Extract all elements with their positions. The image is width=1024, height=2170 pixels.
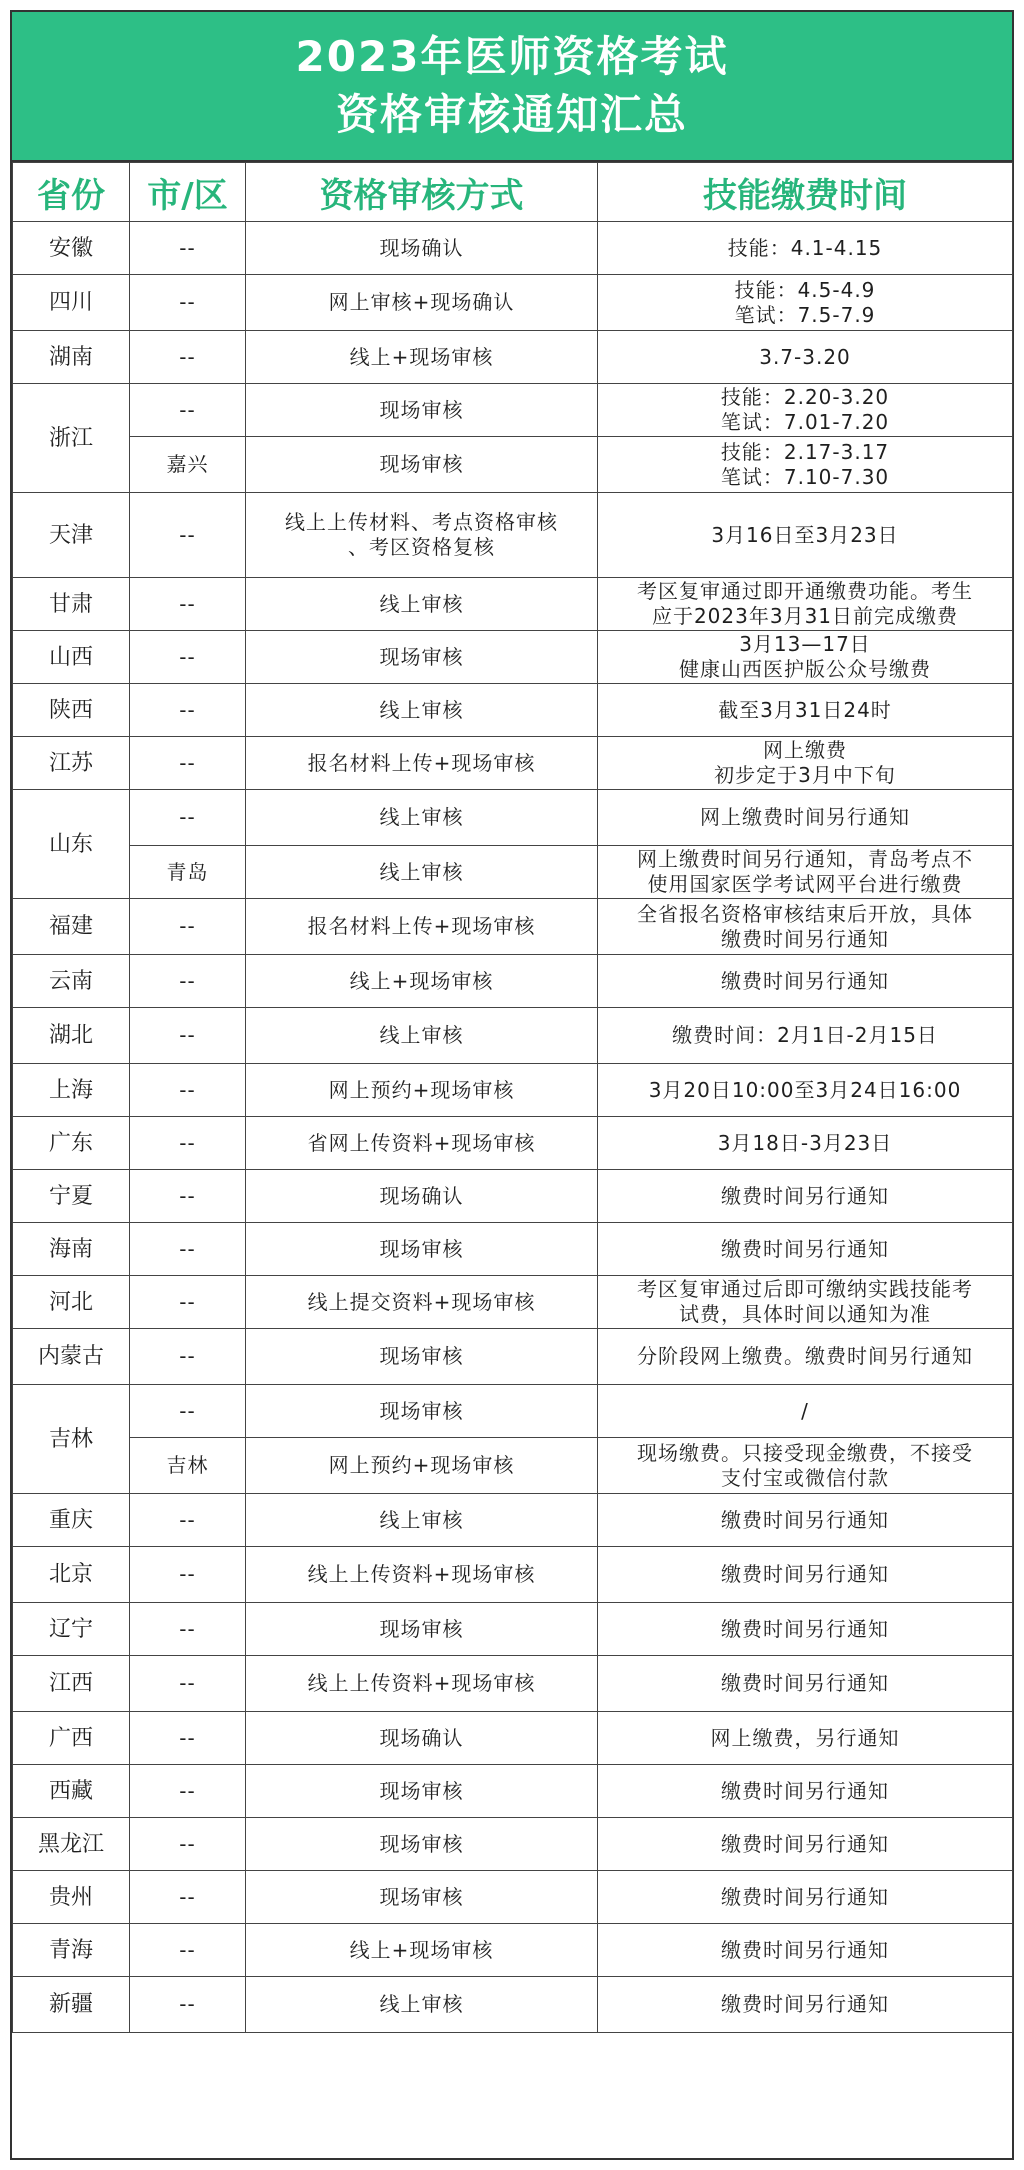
cell-method-line: 报名材料上传+现场审核 [307,914,536,938]
table-row [13,631,1013,684]
cell-city: -- [130,955,246,1008]
cell-method-line: 、考区资格复核 [348,535,495,559]
header-method: 资格审核方式 [246,163,598,222]
cell-fee-time [598,1603,1013,1656]
table-header-row [13,163,1013,222]
cell-fee-time [598,1329,1013,1385]
cell-fee-time [598,1871,1013,1924]
header-province: 省份 [13,163,130,222]
cell-city: -- [130,1818,246,1871]
cell-fee-time [598,631,1013,684]
cell-fee-time-line: 技能：2.17-3.17 [720,439,890,464]
page-title [12,12,1012,162]
table-row [13,222,1013,275]
cell-fee-time-line: 使用国家医学考试网平台进行缴费 [647,872,963,896]
cell-method-line: 线上审核 [379,697,464,722]
cell-method [246,1494,598,1547]
cell-province: 海南 [13,1223,130,1276]
cell-method-line: 现场审核 [379,452,464,476]
cell-province: 新疆 [13,1977,130,2033]
cell-method-line: 网上预约+现场审核 [328,1453,515,1477]
table-row [13,1276,1013,1329]
cell-method-line: 网上预约+现场审核 [328,1077,515,1102]
cell-city: -- [130,1329,246,1385]
cell-city: 吉林 [130,1438,246,1494]
table-row [13,1924,1013,1977]
cell-fee-time-line: 3月13—17日 [739,632,871,656]
cell-method [246,684,598,737]
cell-method-line: 线上审核 [379,1507,464,1532]
cell-fee-time-line: 缴费时间另行通知 [721,1831,889,1856]
cell-city: -- [130,1924,246,1977]
table-row [13,684,1013,737]
cell-province: 内蒙古 [13,1329,130,1385]
cell-city: -- [130,1064,246,1117]
cell-fee-time-line: 3月20日10:00至3月24日16:00 [648,1077,962,1102]
cell-city: -- [130,684,246,737]
cell-fee-time-line: 考区复审通过即开通缴费功能。考生 [637,579,973,603]
cell-fee-time [598,684,1013,737]
cell-province: 浙江 [13,384,130,493]
table-row [13,1438,1013,1494]
cell-city: -- [130,1385,246,1438]
cell-fee-time [598,1223,1013,1276]
cell-method [246,899,598,955]
cell-method [246,1924,598,1977]
cell-method [246,437,598,493]
cell-fee-time-line: 缴费时间另行通知 [721,926,889,951]
cell-province: 陕西 [13,684,130,737]
cell-fee-time [598,737,1013,790]
cell-method-line: 线上审核 [379,859,464,884]
cell-method [246,790,598,846]
cell-method [246,1603,598,1656]
cell-city: -- [130,384,246,437]
cell-fee-time [598,1765,1013,1818]
table-row [13,437,1013,493]
cell-fee-time-line: 现场缴费。只接受现金缴费，不接受 [637,1440,973,1465]
cell-method [246,737,598,790]
cell-province: 辽宁 [13,1603,130,1656]
cell-city: -- [130,222,246,275]
cell-fee-time-line: 全省报名资格审核结束后开放，具体 [637,901,973,926]
cell-fee-time [598,1170,1013,1223]
cell-city: -- [130,1656,246,1712]
cell-province: 四川 [13,275,130,331]
cell-method-line: 线上+现场审核 [349,1937,494,1962]
table-row [13,1329,1013,1385]
cell-method [246,1871,598,1924]
table-row [13,384,1013,437]
cell-city: -- [130,1871,246,1924]
cell-fee-time [598,1656,1013,1712]
cell-province: 安徽 [13,222,130,275]
cell-province: 江西 [13,1656,130,1712]
cell-city: -- [130,275,246,331]
cell-fee-time-line: 缴费时间另行通知 [721,1778,889,1803]
cell-fee-time [598,1385,1013,1438]
cell-method [246,1170,598,1223]
cell-fee-time [598,1494,1013,1547]
cell-fee-time-line: 缴费时间另行通知 [721,1884,889,1909]
table-row [13,846,1013,899]
cell-method-line: 线上审核 [379,805,464,829]
cell-province: 宁夏 [13,1170,130,1223]
cell-fee-time [598,275,1013,331]
cell-fee-time [598,1438,1013,1494]
cell-city: -- [130,1223,246,1276]
cell-method [246,1329,598,1385]
cell-province: 云南 [13,955,130,1008]
cell-fee-time-line: 网上缴费，另行通知 [710,1725,900,1750]
cell-fee-time [598,1064,1013,1117]
cell-fee-time-line: 缴费时间另行通知 [721,1183,889,1208]
cell-fee-time [598,1117,1013,1170]
cell-method [246,631,598,684]
table-row [13,1977,1013,2033]
cell-province: 吉林 [13,1385,130,1494]
cell-fee-time-line: 缴费时间另行通知 [721,1616,889,1641]
cell-province: 湖南 [13,331,130,384]
cell-city: -- [130,631,246,684]
cell-fee-time-line: 网上缴费 [763,738,847,762]
cell-province: 河北 [13,1276,130,1329]
table-row [13,1656,1013,1712]
cell-fee-time-line: 技能：2.20-3.20 [720,385,890,409]
title-line-1: 2023年医师资格考试 [295,32,729,81]
cell-fee-time-line: 试费，具体时间以通知为准 [679,1302,931,1326]
cell-fee-time-line: / [801,1398,809,1423]
cell-method [246,1064,598,1117]
cell-city: -- [130,1494,246,1547]
cell-city: 青岛 [130,846,246,899]
cell-method [246,331,598,384]
cell-city: -- [130,737,246,790]
cell-fee-time-line: 截至3月31日24时 [718,697,892,722]
cell-fee-time-line: 缴费时间另行通知 [721,1671,889,1695]
cell-province: 天津 [13,493,130,578]
table-row [13,955,1013,1008]
cell-province: 北京 [13,1547,130,1603]
cell-method-line: 线上上传资料+现场审核 [307,1671,536,1695]
cell-fee-time-line: 3月16日至3月23日 [711,522,899,547]
table-row [13,578,1013,631]
cell-city: -- [130,1117,246,1170]
cell-city: -- [130,493,246,578]
cell-method-line: 现场审核 [379,1616,464,1641]
cell-province: 上海 [13,1064,130,1117]
cell-city: 嘉兴 [130,437,246,493]
cell-method-line: 线上审核 [379,1992,464,2016]
cell-fee-time-line: 考区复审通过后即可缴纳实践技能考 [637,1277,973,1301]
cell-method-line: 现场确认 [379,1725,464,1750]
cell-method-line: 报名材料上传+现场审核 [307,750,536,775]
cell-method [246,384,598,437]
cell-method [246,955,598,1008]
cell-city: -- [130,1765,246,1818]
table-row [13,331,1013,384]
cell-method-line: 线上上传材料、考点资格审核 [285,510,558,534]
cell-fee-time [598,846,1013,899]
cell-method [246,222,598,275]
cell-province: 贵州 [13,1871,130,1924]
cell-method-line: 现场审核 [379,1884,464,1909]
cell-province: 广西 [13,1712,130,1765]
cell-province: 西藏 [13,1765,130,1818]
cell-city: -- [130,1008,246,1064]
cell-method [246,1712,598,1765]
cell-fee-time-line: 笔试：7.5-7.9 [734,302,876,327]
cell-province: 甘肃 [13,578,130,631]
cell-fee-time-line: 缴费时间另行通知 [721,968,889,993]
table-row [13,1818,1013,1871]
cell-method-line: 线上上传资料+现场审核 [307,1562,536,1586]
cell-fee-time [598,955,1013,1008]
cell-province: 福建 [13,899,130,955]
cell-method-line: 现场审核 [379,397,464,422]
table-row [13,1117,1013,1170]
table-row [13,1064,1013,1117]
cell-fee-time [598,1008,1013,1064]
cell-method [246,1818,598,1871]
cell-city: -- [130,331,246,384]
cell-method [246,1117,598,1170]
cell-city: -- [130,1547,246,1603]
cell-method-line: 省网上传资料+现场审核 [307,1130,536,1155]
cell-province: 广东 [13,1117,130,1170]
cell-method-line: 线上审核 [379,1023,464,1047]
cell-fee-time [598,437,1013,493]
cell-method-line: 网上审核+现场确认 [328,290,515,314]
cell-fee-time [598,331,1013,384]
cell-method [246,275,598,331]
cell-fee-time [598,1712,1013,1765]
table-row [13,275,1013,331]
header-city: 市/区 [130,163,246,222]
cell-method-line: 线上+现场审核 [349,344,494,369]
cell-method [246,578,598,631]
cell-method [246,1977,598,2033]
cell-fee-time [598,1547,1013,1603]
cell-fee-time-line: 缴费时间另行通知 [721,1992,889,2016]
table-row [13,493,1013,578]
table-body [13,222,1013,2033]
cell-fee-time-line: 缴费时间另行通知 [721,1562,889,1586]
cell-fee-time-line: 分阶段网上缴费。缴费时间另行通知 [637,1344,973,1368]
table-row [13,1603,1013,1656]
title-line-2: 资格审核通知汇总 [335,90,688,139]
cell-method-line: 现场审核 [379,1236,464,1261]
cell-method-line: 现场审核 [379,1398,464,1423]
cell-city: -- [130,1170,246,1223]
cell-fee-time-line: 3月18日-3月23日 [717,1130,893,1155]
cell-method [246,846,598,899]
cell-fee-time-line: 健康山西医护版公众号缴费 [679,657,931,681]
cell-fee-time-line: 技能：4.5-4.9 [734,277,876,302]
cell-fee-time-line: 笔试：7.10-7.30 [720,464,890,489]
cell-method-line: 线上提交资料+现场审核 [307,1289,536,1314]
cell-fee-time [598,1276,1013,1329]
cell-method [246,1223,598,1276]
cell-province: 山东 [13,790,130,899]
cell-fee-time-line: 3.7-3.20 [759,344,851,369]
cell-method-line: 线上+现场审核 [349,968,494,993]
cell-fee-time-line: 应于2023年3月31日前完成缴费 [651,604,959,628]
cell-method-line: 线上审核 [379,591,464,616]
cell-province: 江苏 [13,737,130,790]
table-row [13,1547,1013,1603]
cell-city: -- [130,790,246,846]
cell-method-line: 现场审核 [379,1344,464,1368]
table-row [13,1871,1013,1924]
cell-fee-time [598,222,1013,275]
cell-city: -- [130,1276,246,1329]
summary-sheet [10,10,1014,2160]
table-row [13,1008,1013,1064]
cell-city: -- [130,1712,246,1765]
cell-fee-time [598,384,1013,437]
table-row [13,899,1013,955]
cell-method [246,1385,598,1438]
cell-fee-time [598,1977,1013,2033]
table-row [13,1223,1013,1276]
cell-fee-time [598,1924,1013,1977]
cell-fee-time-line: 笔试：7.01-7.20 [720,410,890,434]
cell-province: 山西 [13,631,130,684]
cell-fee-time-line: 缴费时间另行通知 [721,1937,889,1962]
cell-province: 湖北 [13,1008,130,1064]
cell-fee-time-line: 技能：4.1-4.15 [727,235,883,260]
cell-method-line: 现场审核 [379,1778,464,1803]
cell-method-line: 现场确认 [379,1183,464,1208]
cell-fee-time-line: 网上缴费时间另行通知 [700,805,910,829]
cell-method-line: 现场审核 [379,1831,464,1856]
table-row [13,1712,1013,1765]
cell-method-line: 现场审核 [379,644,464,669]
cell-city: -- [130,899,246,955]
cell-method [246,1547,598,1603]
cell-province: 黑龙江 [13,1818,130,1871]
table-row [13,1385,1013,1438]
cell-method [246,1276,598,1329]
cell-city: -- [130,1977,246,2033]
table-row [13,1494,1013,1547]
cell-province: 青海 [13,1924,130,1977]
cell-method [246,1008,598,1064]
header-fee-time: 技能缴费时间 [598,163,1013,222]
table-row [13,1170,1013,1223]
cell-method [246,1438,598,1494]
cell-fee-time [598,790,1013,846]
table-row [13,737,1013,790]
cell-fee-time-line: 网上缴费时间另行通知，青岛考点不 [637,847,973,871]
cell-method [246,1656,598,1712]
cell-fee-time-line: 初步定于3月中下旬 [714,763,896,787]
cell-fee-time [598,493,1013,578]
review-notice-table [12,162,1013,2033]
cell-fee-time [598,1818,1013,1871]
cell-province: 重庆 [13,1494,130,1547]
cell-city: -- [130,1603,246,1656]
cell-method [246,493,598,578]
cell-fee-time-line: 支付宝或微信付款 [721,1465,889,1490]
cell-fee-time-line: 缴费时间另行通知 [721,1507,889,1532]
cell-method-line: 现场确认 [379,235,464,260]
table-row [13,1765,1013,1818]
cell-city: -- [130,578,246,631]
cell-fee-time-line: 缴费时间另行通知 [721,1236,889,1261]
cell-method [246,1765,598,1818]
table-row [13,790,1013,846]
cell-fee-time-line: 缴费时间：2月1日-2月15日 [672,1023,938,1047]
cell-fee-time [598,899,1013,955]
cell-fee-time [598,578,1013,631]
